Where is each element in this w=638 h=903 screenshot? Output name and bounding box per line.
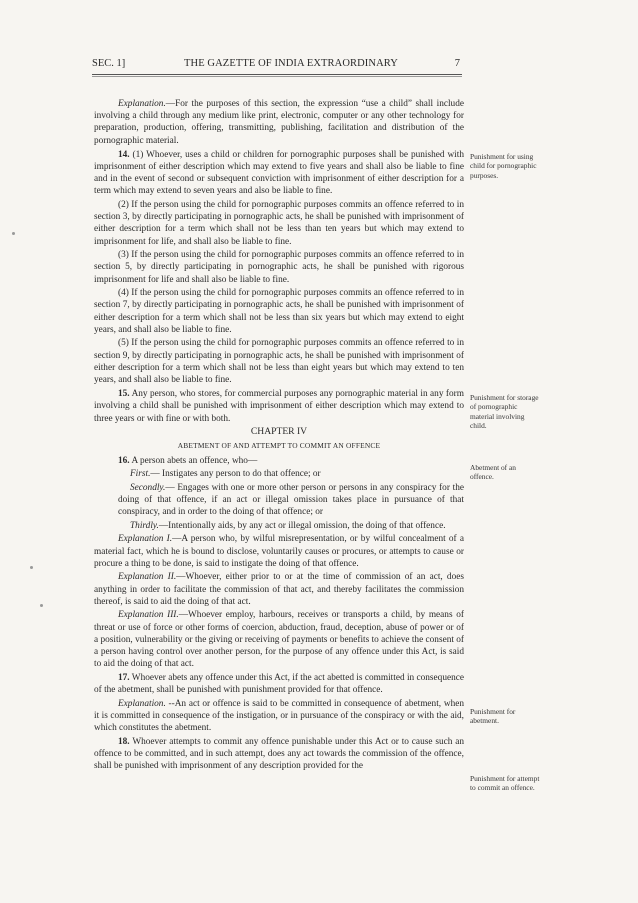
explanation-2: Explanation II.—Whoever, either prior to or at the time of commission of an act, does anything in order to facilitate the commission of that act, and thereby facilitates the commission thereof, is said to aid the doing of that act. — [94, 572, 464, 607]
gazette-title: THE GAZETTE OF INDIA EXTRAORDINARY — [184, 58, 398, 69]
chapter-heading: CHAPTER IV — [250, 426, 308, 438]
section-16: 16. A person abets an offence, who— — [118, 455, 258, 466]
section-17: 17. Whoever abets any offence under this Act, if the act abetted is committed in consequence of the abetment, shall be punished with punishment provided for that offence. — [94, 672, 464, 696]
section-15: 15. Any person, who stores, for commercial purposes any pornographic material in any form involving a child shall be punished with imprisonment of either description which may extend to three years or with fine or with both. — [94, 389, 464, 424]
section-14-1: 14. (1) Whoever, uses a child or children for pornographic purposes shall be punished with imprisonment of either description which may extend to five years and shall also be liable to fine and in the event of second or subsequent conviction with imprisonment of either description for a term which may extend to seven years and also be liable to fine. — [94, 149, 464, 197]
clause-secondly: Secondly.— Engages with one or more other person or persons in any conspiracy for the doing of that offence, if an act or illegal omission takes place in pursuance of that conspiracy, and in order to the doing of that offence; or — [118, 482, 464, 518]
section-14-2: (2) If the person using the child for pornographic purposes commits an offence referred to in section 3, by directly participating in pornographic acts, he shall be punished with imprisonment of either description for a term which shall not be less than ten years but which may extend to imprisonment for life, and shall also be liable to fine. — [94, 200, 464, 247]
explanation-1: Explanation I.—A person who, by wilful misrepresentation, or by wilful concealment of a material fact, which he is bound to disclose, voluntarily causes or procures, or attempts to cause or procure a thing to be done, is said to instigate the doing of that offence. — [94, 534, 464, 569]
margin-note-17: Punishment for abetment. — [470, 707, 516, 726]
document-body — [94, 98, 464, 774]
header-rule-thin — [92, 76, 462, 77]
scan-speck — [12, 232, 15, 235]
section-marker: SEC. 1] — [92, 58, 126, 69]
explanation-3: Explanation III.—Whoever employ, harbours, receives or transports a child, by means of threat or use of force or other forms of coercion, abduction, fraud, deception, abuse of power or of a position, vulnerability or the giving or receiving of payments or benefits to achieve the consent of a person having control over another person, for the purpose of any offence under this Act, is said to aid the doing of that act. — [94, 610, 464, 670]
section-18: 18. Whoever attempts to commit any offence punishable under this Act or to cause such an offence to be committed, and in such attempt, does any act towards the commission of the offence, shall be punished with imprisonment of any description provided for the — [94, 736, 465, 772]
section-14-4: (4) If the person using the child for pornographic purposes commits an offence referred to in section 7, by directly participating in pornographic acts, he shall be punished with imprisonment of either description for a term which shall not be less than six years but which may extend to eight years, and shall also be liable to fine. — [94, 288, 464, 335]
scan-speck — [40, 604, 43, 607]
page-header — [92, 58, 462, 74]
scan-speck — [30, 566, 33, 569]
margin-note-18: Punishment for attempt to commit an offence. — [470, 774, 540, 793]
page-number: 7 — [454, 58, 460, 69]
margin-note-15: Punishment for storage of pornographic material involving child. — [470, 393, 539, 431]
margin-note-16: Abetment of an offence. — [470, 463, 516, 482]
explanation-use-child: Explanation.—For the purposes of this section, the expression “use a child” shall include involving a child through any medium like print, electronic, computer or any other technology for preparation, production, offering, transmitting, publishing, facilitation and distribution of the pornographic material. — [94, 99, 464, 146]
section-14-3: (3) If the person using the child for pornographic purposes commits an offence referred to in section 5, by directly participating in pornographic acts, he shall be punished with rigorous imprisonment for life and shall also be liable to fine. — [94, 250, 464, 285]
clause-first: First.— Instigates any person to do that offence; or — [130, 469, 321, 480]
explanation-17: Explanation. --An act or offence is said to be committed in consequence of abetment, when it is committed in consequence of the instigation, or in pursuance of the conspiracy or with the aid, which constitutes the abetment. — [94, 698, 464, 734]
section-14-5: (5) If the person using the child for pornographic purposes commits an offence referred to in section 9, by directly participating in pornographic acts, he shall be punished with imprisonment of either description for a term which shall not be less than eight years but which may extend to ten years, and shall also be liable to fine. — [94, 338, 464, 386]
header-rule — [92, 74, 462, 75]
clause-thirdly: Thirdly.—Intentionally aids, by any act or illegal omission, the doing of that offence. — [130, 520, 446, 531]
chapter-subheading: ABETMENT OF AND ATTEMPT TO COMMIT AN OFFENCE — [177, 441, 381, 451]
margin-note-14: Punishment for using child for pornographic purposes. — [470, 152, 537, 180]
